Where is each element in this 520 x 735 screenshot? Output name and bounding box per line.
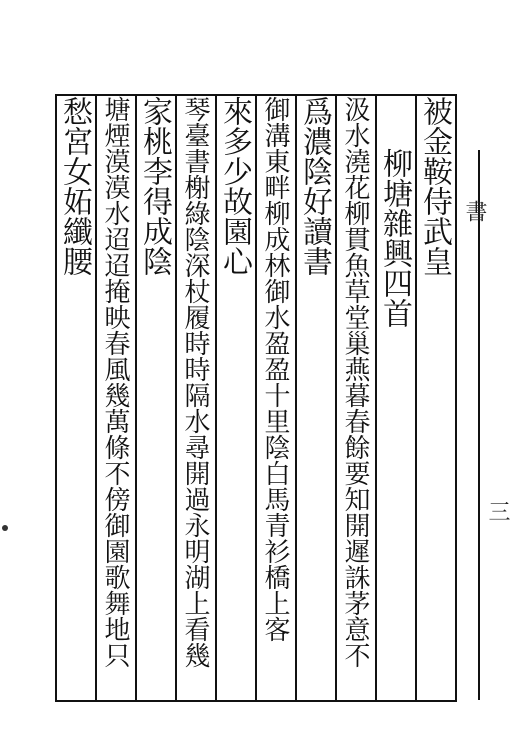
text-column-4: 爲濃陰好讀書 [297, 96, 332, 276]
text-column-8: 家桃李得成陰 [137, 96, 172, 276]
text-column-5: 御溝東畔柳成林御水盈盈十里陰白馬青衫橋上客 [260, 96, 290, 642]
text-column-6: 來多少故園心 [217, 96, 252, 276]
column-divider [255, 94, 257, 702]
text-column-1: 被金鞍侍武皇 [417, 96, 452, 276]
column-divider [335, 94, 337, 702]
folio-number: 三 [485, 500, 510, 522]
column-divider [175, 94, 177, 702]
margin-title: 書 [462, 200, 487, 222]
fore-edge-line [478, 150, 480, 700]
text-column-10: 愁宮女妬纖腰 [57, 96, 92, 276]
text-column-2: 柳塘雜興四首 [377, 148, 412, 328]
binding-mark [2, 525, 8, 531]
right-border [455, 94, 457, 702]
column-divider [95, 94, 97, 702]
text-column-3: 汲水澆花柳貫魚草堂巢燕暮春餘要知開遲誅茅意不 [340, 96, 370, 668]
text-column-9: 塘煙漠漠水迢迢掩映春風幾萬條不傍御園歌舞地只 [100, 96, 130, 668]
text-column-7: 琴臺書榭綠陰深杖履時時隔水尋開過永明湖上看幾 [180, 96, 210, 668]
